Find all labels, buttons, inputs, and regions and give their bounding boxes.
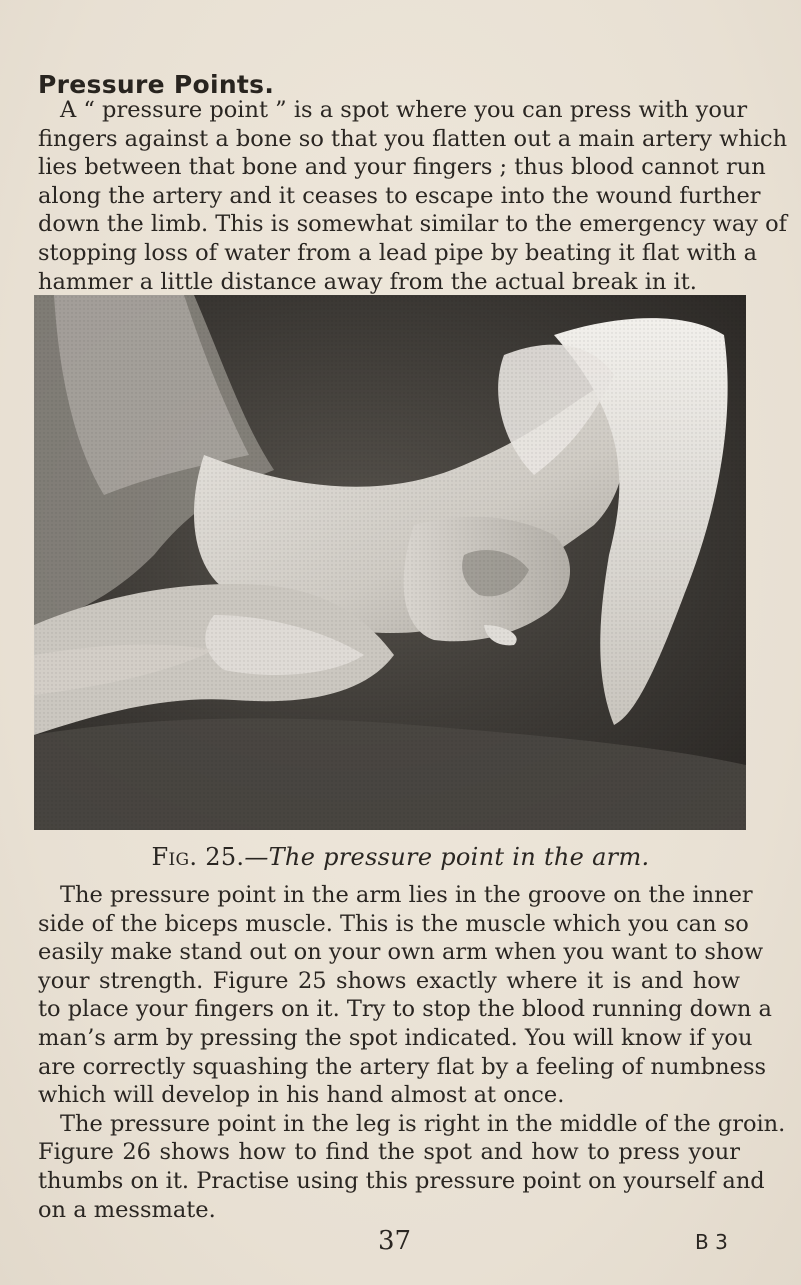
text-line: on a messmate. (38, 1196, 216, 1223)
body-paragraphs (38, 881, 786, 1224)
page-number: 37 (378, 1226, 412, 1256)
text-line: which will develop in his hand almost at once. (38, 1082, 565, 1109)
text-line: side of the biceps muscle. This is the muscle which you can so (38, 910, 749, 937)
text-line: A “ pressure point ” is a spot where you can press with your (60, 97, 748, 123)
text-line: easily make stand out on your own arm when you want to show (38, 939, 764, 966)
figure-label: Fig. 25. (151, 843, 245, 871)
text-line: down the limb. This is somewhat similar to the emergency way of (38, 211, 788, 238)
text-line: The pressure point in the leg is right in the middle of the groin. (60, 1110, 786, 1137)
figure-caption-text: —The pressure point in the arm. (244, 843, 650, 871)
text-line: The pressure point in the arm lies in the groove on the inner (60, 882, 753, 908)
text-line: fingers against a bone so that you flatten out a main artery which (38, 125, 788, 152)
text-line: your strength. Figure 25 shows exactly where it is and how (38, 967, 740, 994)
figure-photo-arm-pressure-point (34, 295, 746, 830)
figure-caption (0, 843, 801, 871)
text-line: to place your fingers on it. Try to stop the blood running down a (38, 996, 772, 1023)
text-line: along the artery and it ceases to escape into the wound further (38, 182, 761, 209)
signature-mark: B 3 (695, 1230, 728, 1254)
arm-photo-illustration (34, 295, 746, 830)
intro-paragraph (38, 96, 788, 296)
text-line: hammer a little distance away from the actual break in it. (38, 268, 697, 295)
section-heading: Pressure Points. (38, 70, 275, 99)
text-line: stopping loss of water from a lead pipe by beating it flat with a (38, 239, 758, 266)
text-line: man’s arm by pressing the spot indicated. You will know if you (38, 1024, 753, 1051)
text-line: are correctly squashing the artery flat by a feeling of numbness (38, 1053, 767, 1080)
halftone-texture (34, 295, 746, 830)
text-line: Figure 26 shows how to find the spot and how to press your (38, 1139, 740, 1166)
text-line: thumbs on it. Practise using this pressure point on yourself and (38, 1167, 765, 1194)
text-line: lies between that bone and your fingers ; thus blood cannot run (38, 154, 766, 181)
